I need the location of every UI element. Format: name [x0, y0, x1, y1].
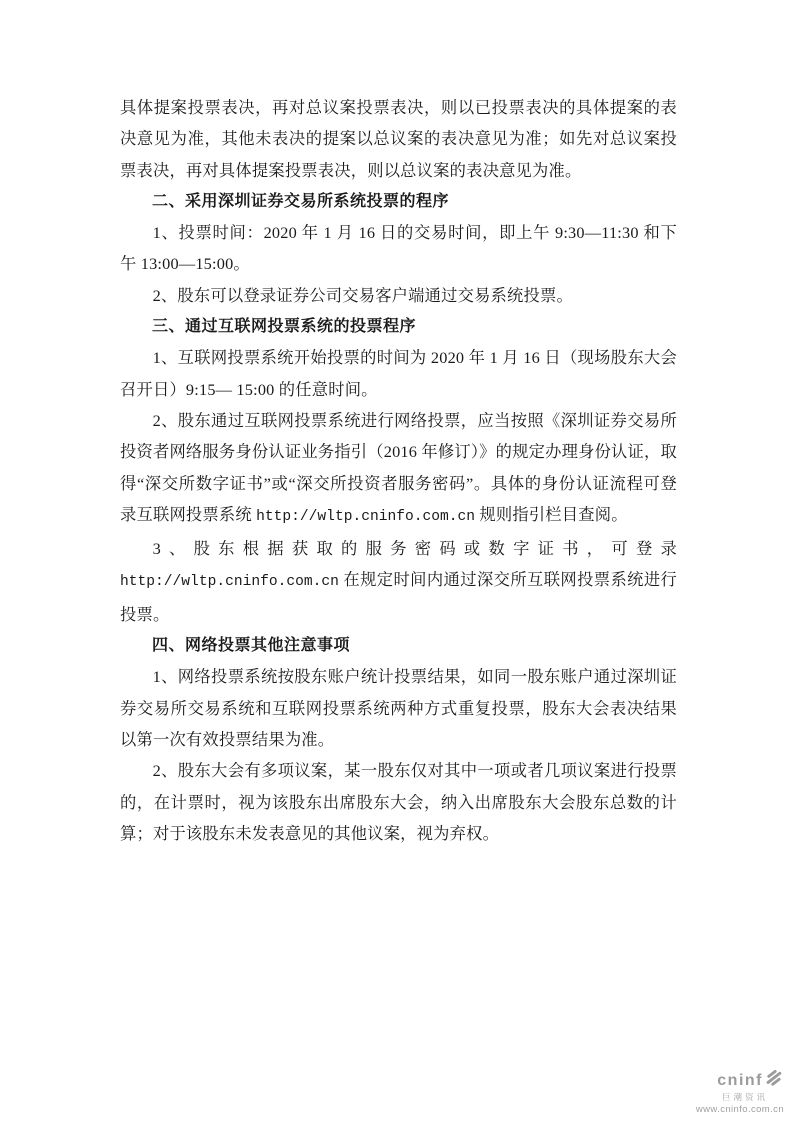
- para-partial-voting-rule: 2、股东大会有多项议案，某一股东仅对其中一项或者几项议案进行投票的，在计票时，视为该股东出席股东大会，纳入出席股东大会股东总数的计算；对于该股东未发表意见的其他议案，视为弃权。: [120, 761, 677, 843]
- cninfo-swirl-icon: [765, 1070, 784, 1091]
- cninfo-logo-row: [654, 1070, 784, 1091]
- cninfo-website: www.cninfo.com.cn: [695, 1103, 784, 1115]
- voting-system-url-2: http://wltp.cninfo.com.cn: [120, 574, 339, 591]
- heading-section-3: 三、通过互联网投票系统的投票程序: [152, 318, 417, 336]
- heading-section-2: 二、采用深圳证券交易所系统投票的程序: [152, 192, 450, 210]
- para-identity-authentication-tail: 规则指引栏目查阅。: [475, 504, 628, 524]
- para-identity-authentication: [120, 405, 677, 533]
- para-continuation: 具体提案投票表决，再对总议案投票表决，则以已投票表决的具体提案的表决意见为准，其他未表决的提案以总议案的表决意见为准；如先对总议案投票表决，再对具体提案投票表决，则以总议案的表决意见为准。: [120, 98, 677, 180]
- para-trading-client: 2、股东可以登录证券公司交易客户端通过交易系统投票。: [152, 285, 573, 305]
- para-login-voting-text: 3、股东根据获取的服务密码或数字证书，可登录: [152, 539, 677, 559]
- document-text-block: [120, 92, 677, 849]
- cninfo-wordmark: cninf: [717, 1071, 763, 1089]
- para-identity-authentication-text: 2、股东通过互联网投票系统进行网络投票，应当按照《深圳证券交易所投资者网络服务身份认证业务指引（2016 年修订）》的规定办理身份认证，取得“深交所数字证书”或“深交所投资者服务密码”。具体的身份认证流程可登录互联网投票系统: [120, 410, 677, 524]
- heading-section-4: 四、网络投票其他注意事项: [152, 637, 351, 655]
- cninfo-footer-logo: [654, 1070, 784, 1114]
- para-voting-time: 1、投票时间：2020 年 1 月 16 日的交易时间，即上午 9:30—11:30 和下午 13:00—15:00。: [120, 223, 677, 274]
- para-internet-voting-time: 1、互联网投票系统开始投票的时间为 2020 年 1 月 16 日（现场股东大会召开日）9:15— 15:00 的任意时间。: [120, 348, 677, 399]
- para-login-voting: [120, 533, 677, 630]
- cninfo-chinese-name: 巨潮资讯: [721, 1092, 768, 1102]
- para-login-voting-tail: 在规定时间内通过深交所互联网投票系统进行投票。: [120, 570, 677, 624]
- voting-system-url: http://wltp.cninfo.com.cn: [256, 508, 476, 525]
- para-duplicate-voting-rule: 1、网络投票系统按股东账户统计投票结果，如同一股东账户通过深圳证券交易所交易系统和互联网投票系统两种方式重复投票，股东大会表决结果以第一次有效投票结果为准。: [120, 667, 677, 749]
